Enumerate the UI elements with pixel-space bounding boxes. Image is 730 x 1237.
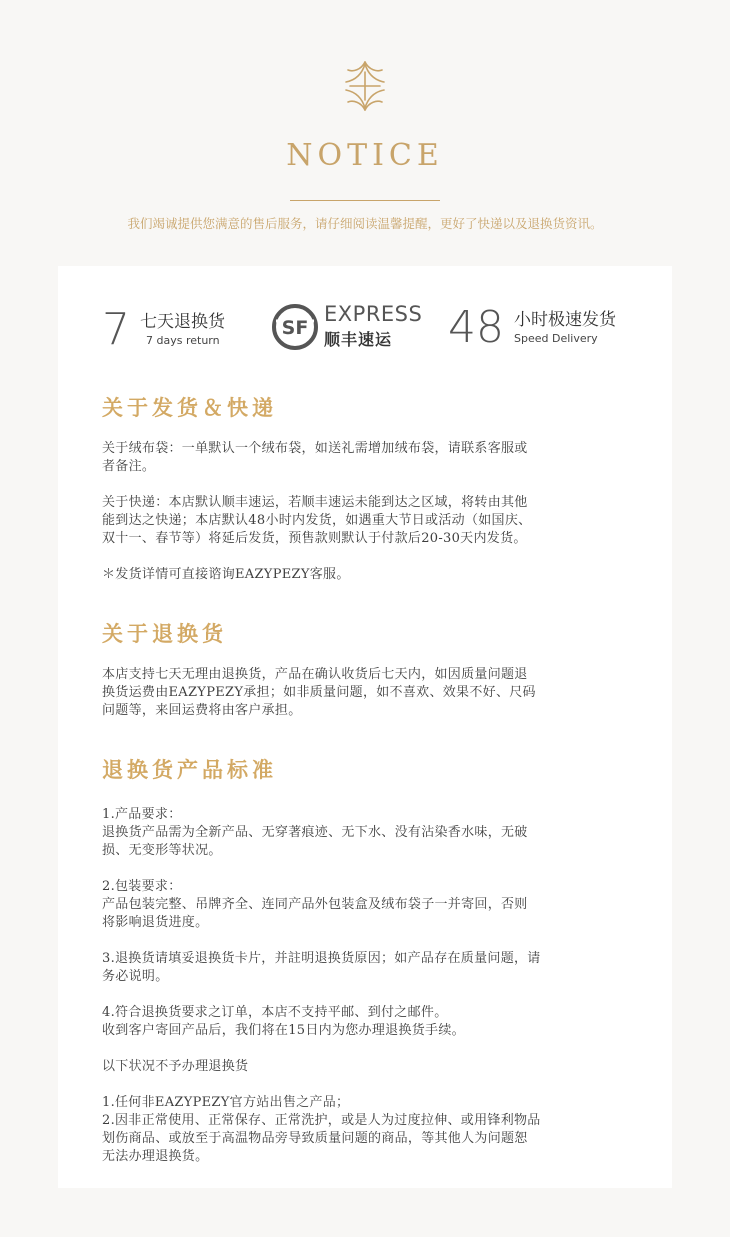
standard-line: 产品包装完整、吊牌齐全、连同产品外包装盒及绒布袋子一并寄回，否则 — [102, 897, 528, 912]
returns-paragraph-line: 换货运费由EAZYPEZY承担；如非质量问题，如不喜欢、效果不好、尺码 — [102, 685, 536, 700]
shipping-paragraph-line: 关于快递：本店默认顺丰速运，若顺丰速运未能到达之区域，将转由其他 — [102, 495, 528, 510]
exclusion-line: 无法办理退换货。 — [102, 1149, 209, 1164]
ornament-logo-icon — [340, 58, 390, 114]
return-label-cn: 七天退换货 — [140, 311, 225, 332]
shipping-paragraph-line: 者备注。 — [102, 459, 156, 474]
standard-line: 务必说明。 — [102, 969, 169, 984]
shipping-paragraph-line: 双十一、春节等）将延后发货，预售款则默认于付款后20-30天内发货。 — [102, 531, 527, 546]
standards-section — [102, 754, 642, 1166]
standard-line: 损、无变形等状况。 — [102, 843, 222, 858]
exclusions-heading: 以下状况不予办理退换货 — [102, 1059, 249, 1074]
exclusion-line: 划伤商品、或放至于高温物品旁导致质量问题的商品，等其他人为问题恕 — [102, 1131, 528, 1146]
standard-line: 收到客户寄回产品后，我们将在15日内为您办理退换货手续。 — [102, 1023, 465, 1038]
exclusion-line: 1.任何非EAZYPEZY官方站出售之产品； — [102, 1095, 350, 1110]
standard-line: 将影响退货进度。 — [102, 915, 209, 930]
standard-heading: 1.产品要求： — [102, 807, 182, 822]
express-badge — [272, 304, 422, 350]
return-badge — [102, 304, 225, 355]
shipping-title: 关于发货＆快递 — [102, 395, 277, 420]
standard-line: 退换货产品需为全新产品、无穿著痕迹、无下水、没有沾染香水味，无破 — [102, 825, 528, 840]
standard-line: 4.符合退换货要求之订单，本店不支持平邮、到付之邮件。 — [102, 1005, 448, 1020]
returns-section — [102, 618, 642, 720]
return-label-en: 7 days return — [146, 334, 220, 348]
express-label-en: EXPRESS — [324, 302, 423, 326]
standard-heading: 2.包装要求： — [102, 879, 182, 894]
return-days-number: 7 — [102, 304, 130, 355]
svg-text:SF: SF — [281, 317, 309, 339]
returns-paragraph-line: 本店支持七天无理由退换货，产品在确认收货后七天内，如因质量问题退 — [102, 667, 528, 682]
shipping-paragraph-line: 关于绒布袋：一单默认一个绒布袋，如送礼需增加绒布袋，请联系客服或 — [102, 441, 528, 456]
express-label-cn: 顺丰速运 — [324, 330, 393, 349]
service-badges — [58, 302, 672, 362]
exclusion-line: 2.因非正常使用、正常保存、正常洗护，或是人为过度拉伸、或用锋利物品 — [102, 1113, 541, 1128]
delivery-badge — [448, 302, 616, 353]
returns-paragraph-line: 问题等，来回运费将由客户承担。 — [102, 703, 302, 718]
shipping-section — [102, 392, 642, 584]
delivery-hours-number: 48 — [448, 302, 504, 353]
standard-line: 3.退换货请填妥退换货卡片，并註明退换货原因；如产品存在质量问题，请 — [102, 951, 541, 966]
standards-title: 退换货产品标准 — [102, 757, 277, 782]
shipping-paragraph-line: 能到达之快递；本店默认48小时内发货，如遇重大节日或活动（如国庆、 — [102, 513, 532, 528]
intro-text: 我们竭诚提供您满意的售后服务，请仔细阅读温馨提醒，更好了快递以及退换货资讯。 — [127, 216, 603, 231]
returns-title: 关于退换货 — [102, 621, 227, 646]
sf-logo-icon — [272, 304, 318, 350]
delivery-label-en: Speed Delivery — [514, 332, 598, 346]
delivery-label-cn: 小时极速发货 — [514, 309, 616, 330]
shipping-note: ＊发货详情可直接谘询EAZYPEZY客服。 — [102, 567, 350, 582]
content-card — [58, 266, 672, 1188]
page-title: NOTICE — [286, 138, 444, 173]
title-divider — [290, 200, 440, 201]
